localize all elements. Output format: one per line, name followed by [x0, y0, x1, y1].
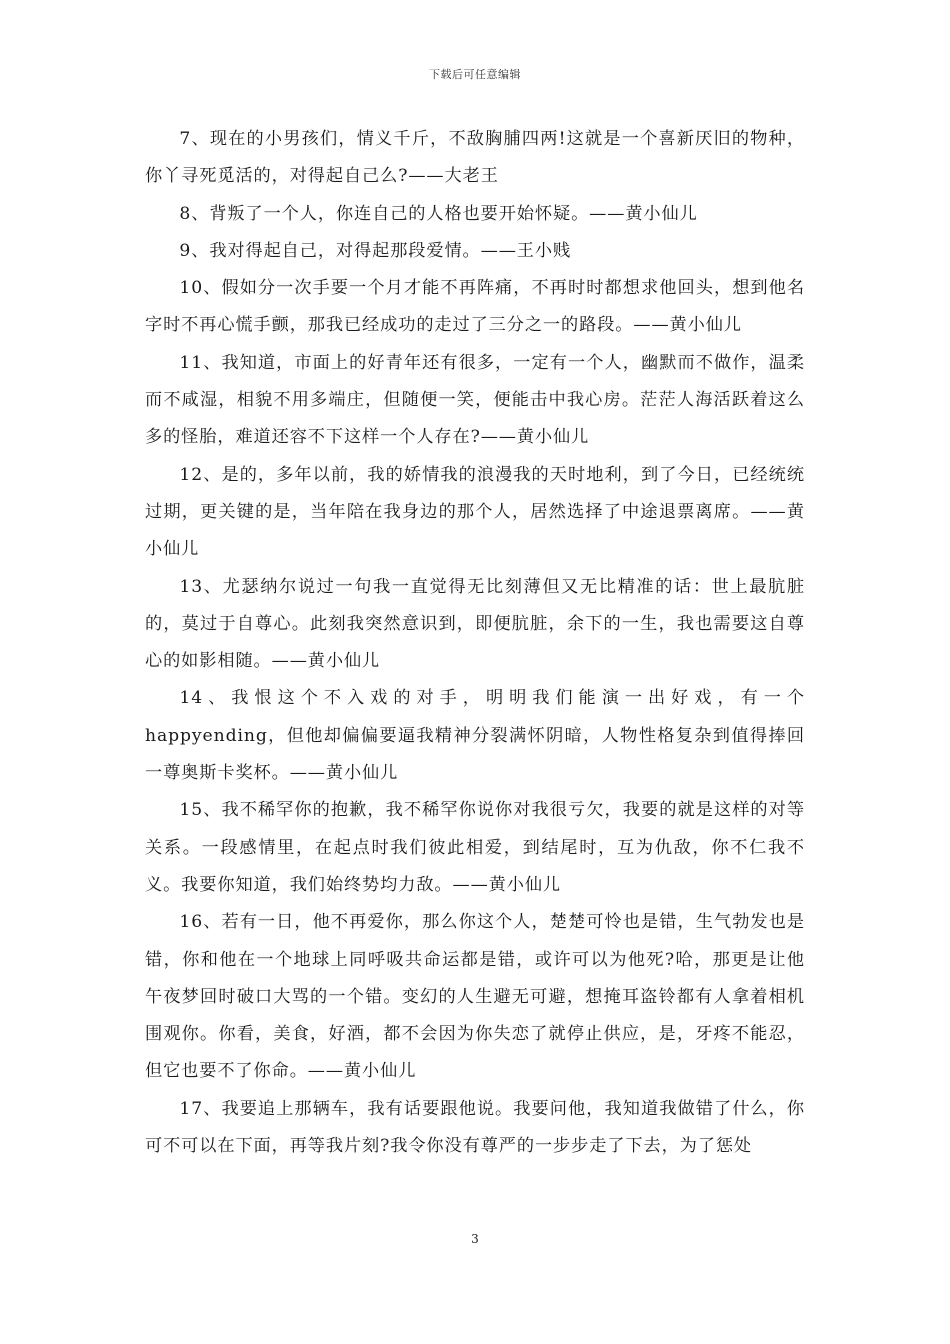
document-body [145, 121, 805, 1165]
paragraph-13: 13、尤瑟纳尔说过一句我一直觉得无比刻薄但又无比精准的话：世上最肮脏的，莫过于自尊心。此刻我突然意识到，即便肮脏，余下的一生，我也需要这自尊心的如影相随。——黄小仙儿 [145, 576, 805, 672]
page-number: 3 [471, 1232, 479, 1246]
paragraph-7: 7、现在的小男孩们，情义千斤，不敌胸脯四两!这就是一个喜新厌旧的物种，你丫寻死觅活的，对得起自己么?——大老王 [145, 129, 805, 187]
paragraph-14: 14、我恨这个不入戏的对手，明明我们能演一出好戏，有一个happyending，但他却偏偏要逼我精神分裂满怀阴暗，人物性格复杂到值得捧回一尊奥斯卡奖杯。——黄小仙儿 [145, 688, 805, 784]
paragraph-11: 11、我知道，市面上的好青年还有很多，一定有一个人，幽默而不做作，温柔而不咸湿，相貌不用多端庄，但随便一笑，便能击中我心房。茫茫人海活跃着这么多的怪胎，难道还容不下这样一个人存在?——黄小仙儿 [145, 352, 805, 448]
paragraph-16: 16、若有一日，他不再爱你，那么你这个人，楚楚可怜也是错，生气勃发也是错，你和他在一个地球上同呼吸共命运都是错，或许可以为他死?哈，那更是让他午夜梦回时破口大骂的一个错。变幻的人生避无可避，想掩耳盗铃都有人拿着相机围观你。你看，美食，好酒，都不会因为你失恋了就停止供应，是，牙疼不能忍，但它也要不了你命。——黄小仙儿 [145, 912, 805, 1082]
paragraph-9: 9、我对得起自己，对得起那段爱情。——王小贱 [179, 240, 572, 261]
paragraph-10: 10、假如分一次手要一个月才能不再阵痛，不再时时都想求他回头，想到他名字时不再心慌手颤，那我已经成功的走过了三分之一的路段。——黄小仙儿 [145, 278, 805, 336]
page-header: 下载后可任意编辑 [429, 68, 521, 81]
paragraph-8: 8、背叛了一个人，你连自己的人格也要开始怀疑。——黄小仙儿 [179, 203, 698, 224]
paragraph-17: 17、我要追上那辆车，我有话要跟他说。我要问他，我知道我做错了什么，你可不可以在下面，再等我片刻?我令你没有尊严的一步步走了下去，为了惩处 [145, 1098, 805, 1157]
paragraph-15: 15、我不稀罕你的抱歉，我不稀罕你说你对我很亏欠，我要的就是这样的对等关系。一段感情里，在起点时我们彼此相爱，到结尾时，互为仇敌，你不仁我不义。我要你知道，我们始终势均力敌。——黄小仙儿 [145, 800, 805, 895]
paragraph-12: 12、是的，多年以前，我的娇情我的浪漫我的天时地利，到了今日，已经统统过期，更关键的是，当年陪在我身边的那个人，居然选择了中途退票离席。——黄小仙儿 [145, 464, 805, 560]
